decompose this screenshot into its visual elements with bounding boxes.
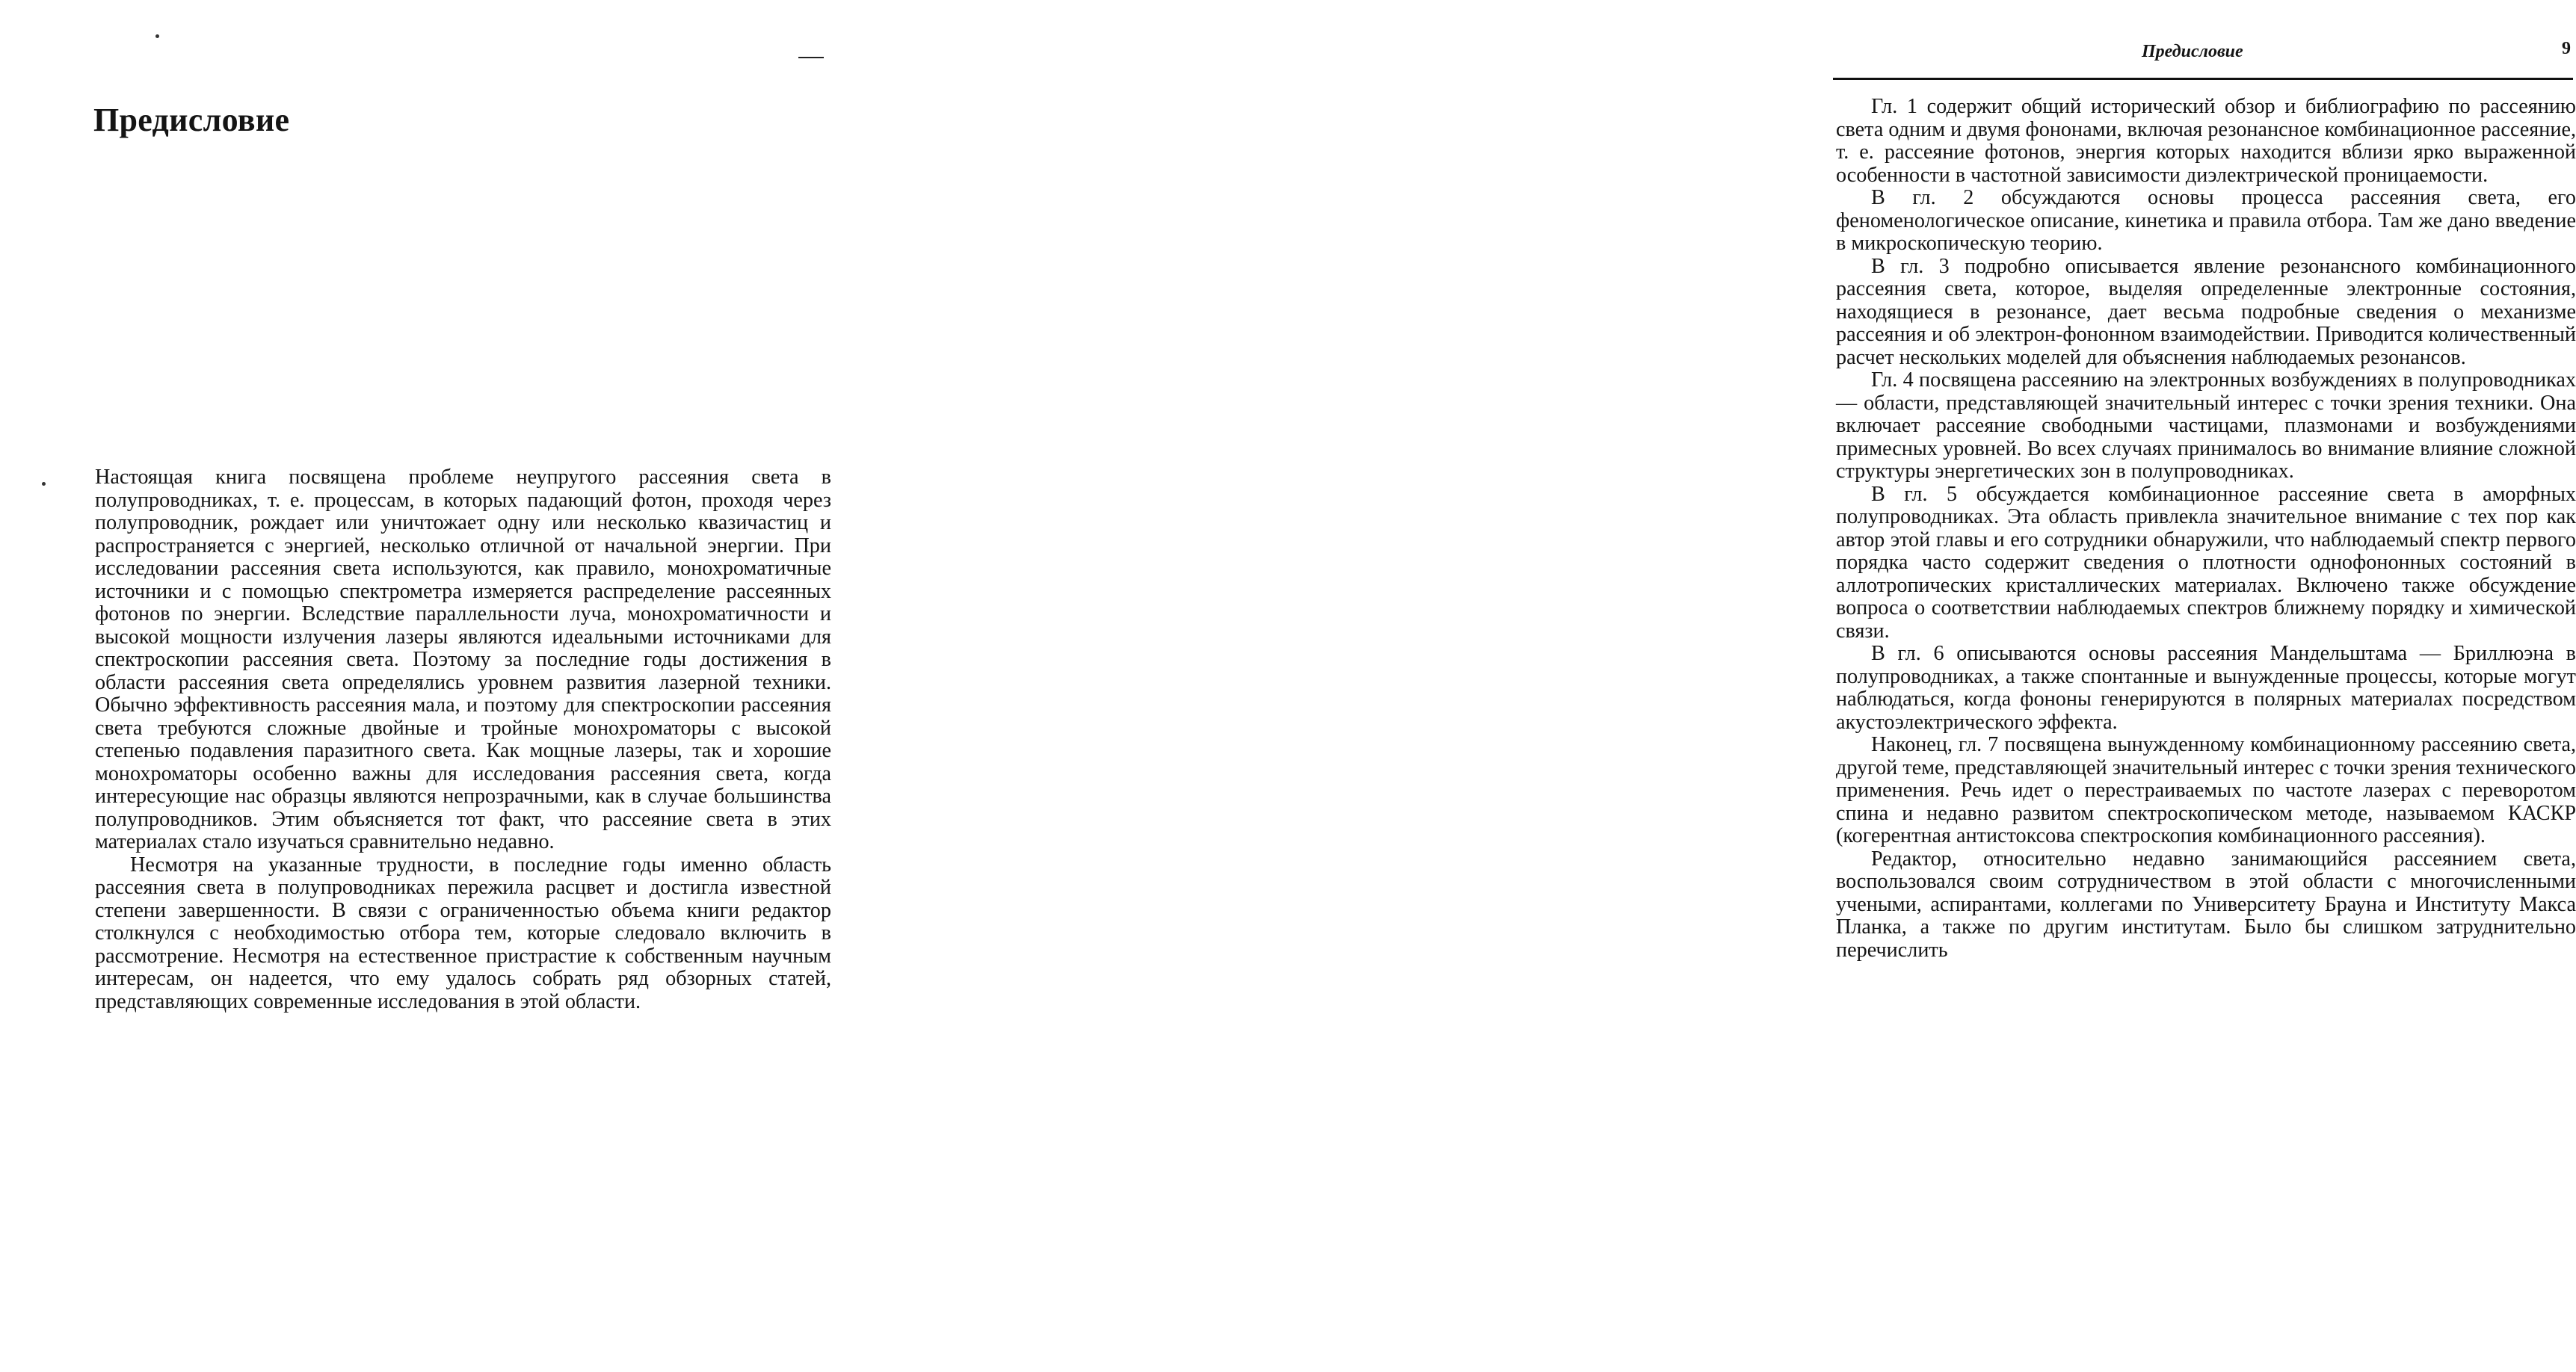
header-rule <box>1833 78 2573 80</box>
left-body-text <box>95 466 831 1013</box>
paragraph: В гл. 6 описываются основы рассеяния Мандельштама — Бриллюэна в полупроводниках, а также спонтанные и вынужденные процессы, которые могут наблюдаться, когда фононы генерируются в полярных материалах посредством акустоэлектрического эффекта. <box>1836 642 2576 734</box>
paragraph: Несмотря на указанные трудности, в последние годы именно область рассеяния света в полупроводниках пережила расцвет и достигла известной степени завершенности. В связи с ограниченностью объема книги редактор столкнулся с необходимостью отбора тем, которые следовало включить в рассмотрение. Несмотря на естественное пристрастие к собственным научным интересам, он надеется, что ему удалось собрать ряд обзорных статей, представляющих современные исследования в этой области. <box>95 853 831 1013</box>
paragraph: Наконец, гл. 7 посвящена вынужденному комбинационному рассеянию света, другой теме, представляющей значительный интерес с точки зрения технического применения. Речь идет о перестраиваемых по частоте лазерах с переворотом спина и недавно развитом спектроскопическом методе, называемом КАСКР (когерентная антистоксова спектроскопия комбинационного рассеяния). <box>1836 733 2576 847</box>
scan-speck <box>42 482 46 486</box>
left-page <box>0 0 882 1372</box>
paragraph: Редактор, относительно недавно занимающийся рассеянием света, воспользовался своим сотрудничеством в этой области с многочисленными учеными, аспирантами, коллегами по Университету Брауна и Институту Макса Планка, а также по другим институтам. Было бы слишком затруднительно перечислить <box>1836 847 2576 962</box>
paragraph: Гл. 4 посвящена рассеянию на электронных возбуждениях в полупроводниках — области, представляющей значительный интерес с точки зрения техники. Она включает рассеяние свободными частицами, плазмонами и возбуждениями примесных уровней. Во всех случаях принималось во внимание влияние сложной структуры энергетических зон в полупроводниках. <box>1836 368 2576 483</box>
paragraph: Гл. 1 содержит общий исторический обзор и библиографию по рассеянию света одним и двумя фононами, включая резонансное комбинационное рассеяние, т. е. рассеяние фотонов, энергия которых находится вблизи ярко выраженной особенности в частотной зависимости диэлектрической проницаемости. <box>1836 95 2576 187</box>
running-head: Предисловие <box>2142 42 2243 61</box>
paragraph: В гл. 5 обсуждается комбинационное рассеяние света в аморфных полупроводниках. Эта область привлекла значительное внимание с тех пор как автор этой главы и его сотрудники обнаружили, что наблюдаемый спектр первого порядка часто содержит сведения о плотности однофононных состояний в аллотропических кристаллических материалах. Включено также обсуждение вопроса о соответствии наблюдаемых спектров ближнему порядку и химической связи. <box>1836 482 2576 643</box>
chapter-title: Предисловие <box>93 102 290 138</box>
paragraph: Настоящая книга посвящена проблеме неупругого рассеяния света в полупроводниках, т. е. процессам, в которых падающий фотон, проходя через полупроводник, рождает или уничтожает одну или несколько квазичастиц и распространяется с энергией, несколько отличной от начальной энергии. При исследовании рассеяния света используются, как правило, монохроматичные источники и с помощью спектрометра измеряется распределение рассеянных фотонов по энергии. Вследствие параллельности луча, монохроматичности и высокой мощности излучения лазеры являются идеальными источниками для спектроскопии рассеяния света. Поэтому за последние годы достижения в области рассеяния света определялись уровнем развития лазерной техники. Обычно эффективность рассеяния мала, и поэтому для спектроскопии рассеяния света требуются сложные двойные и тройные монохроматоры с высокой степенью подавления паразитного света. Как мощные лазеры, так и хорошие монохроматоры особенно важны для исследования рассеяния света, когда интересующие нас образцы являются непрозрачными, как в случае большинства полупроводников. Этим объясняется тот факт, что рассеяние света в этих материалах стало изучаться сравнительно недавно. <box>95 466 831 853</box>
paragraph: В гл. 3 подробно описывается явление резонансного комбинационного рассеяния света, которое, выделяя определенные электронные состояния, находящиеся в резонансе, дает весьма подробные сведения о механизме рассеяния и об электрон-фононном взаимодействии. Приводится количественный расчет нескольких моделей для объяснения наблюдаемых резонансов. <box>1836 254 2576 369</box>
scan-speck <box>155 34 159 38</box>
right-page <box>882 0 2576 1372</box>
stray-dash-mark <box>798 57 824 58</box>
right-body-text <box>1836 96 2576 962</box>
page-number: 9 <box>2562 39 2571 58</box>
paragraph: В гл. 2 обсуждаются основы процесса рассеяния света, его феноменологическое описание, кинетика и правила отбора. Там же дано введение в микроскопическую теорию. <box>1836 186 2576 255</box>
